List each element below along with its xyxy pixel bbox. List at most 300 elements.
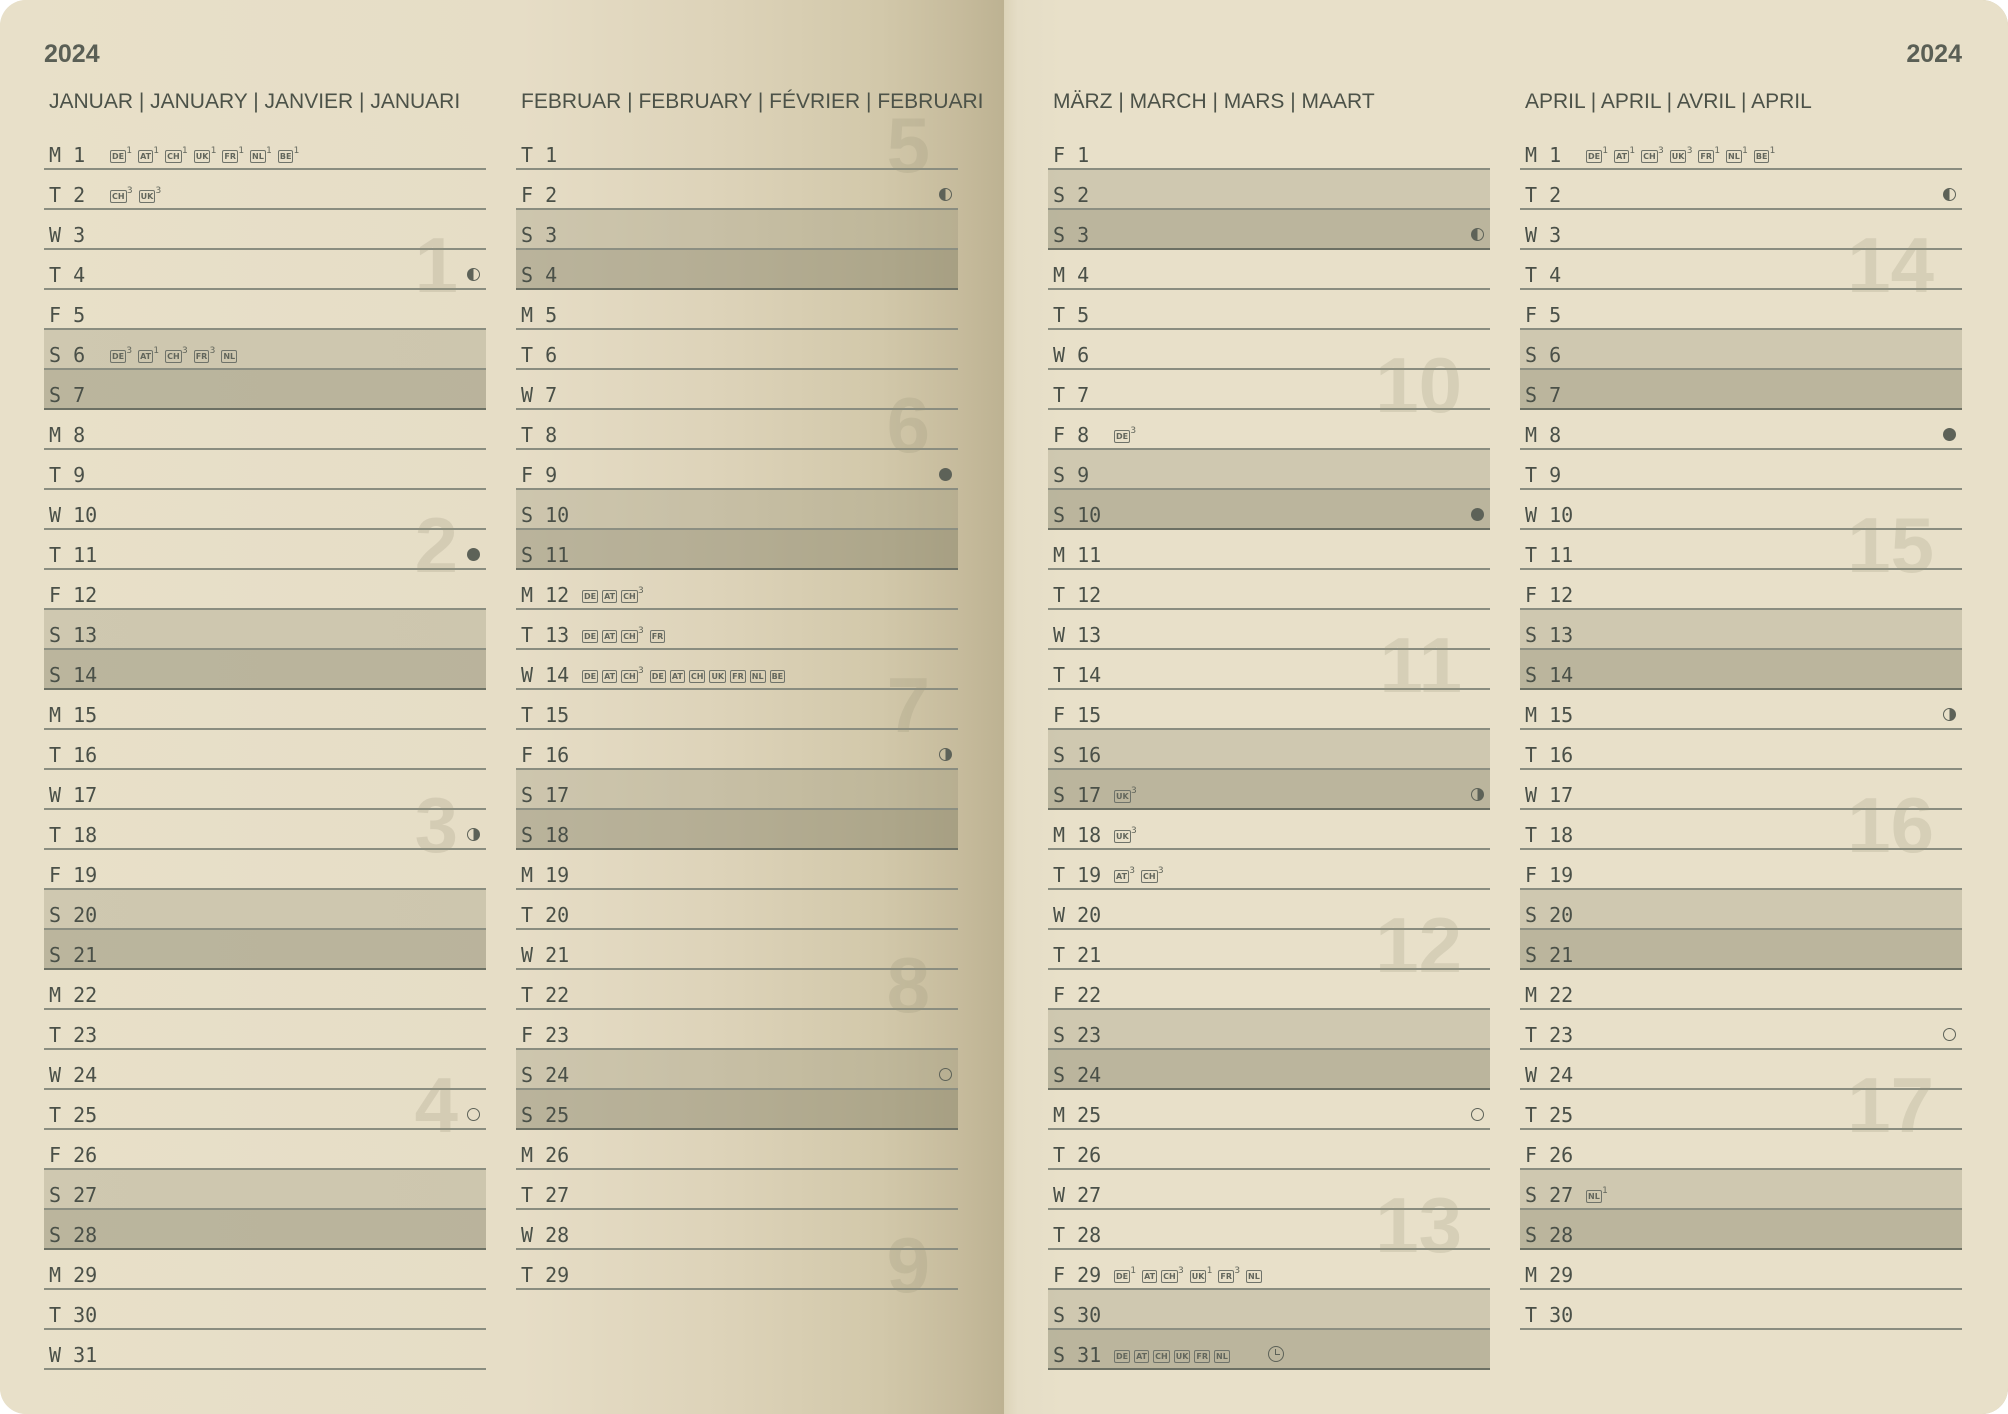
country-code: NL bbox=[1588, 1192, 1600, 1201]
country-code: FR bbox=[651, 632, 664, 641]
first-quarter-moon-icon bbox=[467, 828, 480, 841]
country-code: NL bbox=[1216, 1352, 1228, 1361]
day-label: S 3 bbox=[521, 223, 558, 247]
month-title: MÄRZ | MARCH | MARS | MAART bbox=[1053, 90, 1375, 113]
day-label: T 16 bbox=[1525, 743, 1574, 767]
last-quarter-moon-icon bbox=[1471, 228, 1484, 241]
day-row[interactable] bbox=[1048, 490, 1490, 530]
holiday-note-number: 1 bbox=[126, 146, 133, 156]
day-label: T 18 bbox=[1525, 823, 1574, 847]
day-row[interactable] bbox=[516, 450, 958, 490]
day-label: S 17 bbox=[521, 783, 570, 807]
country-code: CH bbox=[167, 352, 180, 361]
day-label: S 4 bbox=[521, 263, 558, 287]
holiday-note-number: 3 bbox=[1657, 146, 1664, 156]
country-code: UK bbox=[1175, 1352, 1189, 1361]
day-row[interactable] bbox=[1520, 170, 1962, 210]
week-number: 1 bbox=[414, 221, 458, 309]
day-row[interactable] bbox=[516, 570, 958, 610]
week-number: 2 bbox=[414, 501, 458, 589]
country-badge-ch bbox=[165, 146, 188, 163]
country-badge-nl bbox=[221, 350, 237, 363]
country-code: DE bbox=[651, 672, 664, 681]
holiday-note-number: 1 bbox=[153, 346, 160, 356]
day-row[interactable] bbox=[516, 1130, 958, 1170]
country-code: DE bbox=[112, 352, 125, 361]
day-label: T 20 bbox=[521, 903, 570, 927]
holiday-note-number: 3 bbox=[637, 666, 644, 676]
day-label: W 27 bbox=[1053, 1183, 1102, 1207]
day-row[interactable] bbox=[44, 1010, 486, 1050]
full-moon-icon bbox=[1943, 1028, 1956, 1041]
day-row[interactable] bbox=[1048, 530, 1490, 570]
week-number: 6 bbox=[886, 381, 930, 469]
day-row[interactable] bbox=[1048, 1090, 1490, 1130]
week-number: 5 bbox=[886, 101, 930, 189]
country-code: CH bbox=[623, 632, 636, 641]
holiday-note-number: 1 bbox=[238, 146, 245, 156]
day-row[interactable] bbox=[1520, 130, 1962, 170]
day-row[interactable] bbox=[1520, 730, 1962, 770]
day-row[interactable] bbox=[1520, 930, 1962, 970]
month-title: JANUAR | JANUARY | JANVIER | JANUARI bbox=[49, 90, 461, 113]
day-label: M 5 bbox=[521, 303, 558, 327]
day-label: F 8 bbox=[1053, 423, 1090, 447]
day-label: S 31 bbox=[1053, 1343, 1102, 1367]
day-row[interactable] bbox=[44, 650, 486, 690]
day-row[interactable] bbox=[44, 930, 486, 970]
day-label: T 30 bbox=[1525, 1303, 1574, 1327]
day-label: M 29 bbox=[1525, 1263, 1574, 1287]
day-label: T 11 bbox=[49, 543, 98, 567]
country-code: NL bbox=[1248, 1272, 1260, 1281]
day-label: S 27 bbox=[49, 1183, 98, 1207]
day-label: T 8 bbox=[521, 423, 558, 447]
day-label: W 14 bbox=[521, 663, 570, 687]
holiday-note-number: 1 bbox=[1714, 146, 1721, 156]
week-number: 10 bbox=[1375, 341, 1462, 429]
last-quarter-moon-icon bbox=[1943, 188, 1956, 201]
country-code: CH bbox=[690, 672, 704, 681]
day-row[interactable] bbox=[44, 410, 486, 450]
day-label: S 11 bbox=[521, 543, 570, 567]
day-label: S 27 bbox=[1525, 1183, 1574, 1207]
day-label: F 26 bbox=[1525, 1143, 1574, 1167]
day-row[interactable] bbox=[516, 1090, 958, 1130]
country-badge-at bbox=[1134, 1350, 1149, 1363]
holiday-note-number: 3 bbox=[1686, 146, 1693, 156]
day-row[interactable] bbox=[516, 1050, 958, 1090]
holiday-badges bbox=[582, 666, 785, 683]
day-row[interactable] bbox=[1520, 450, 1962, 490]
day-row[interactable] bbox=[1048, 690, 1490, 730]
day-row[interactable] bbox=[1520, 330, 1962, 370]
day-label: M 19 bbox=[521, 863, 570, 887]
day-label: M 26 bbox=[521, 1143, 570, 1167]
day-row[interactable] bbox=[1048, 810, 1490, 850]
day-label: W 3 bbox=[49, 223, 86, 247]
day-row[interactable] bbox=[1048, 850, 1490, 890]
country-code: DE bbox=[584, 592, 597, 601]
day-row[interactable] bbox=[1048, 130, 1490, 170]
day-label: F 16 bbox=[521, 743, 570, 767]
holiday-note-number: 1 bbox=[1629, 146, 1636, 156]
day-list bbox=[516, 101, 958, 1309]
day-label: W 17 bbox=[49, 783, 98, 807]
country-code: AT bbox=[1116, 872, 1128, 881]
day-row[interactable] bbox=[44, 730, 486, 770]
country-badge-de bbox=[650, 670, 666, 683]
month-title: FEBRUAR | FEBRUARY | FÉVRIER | FEBRUARI bbox=[521, 90, 984, 113]
day-label: S 24 bbox=[1053, 1063, 1102, 1087]
day-row[interactable] bbox=[516, 490, 958, 530]
day-row[interactable] bbox=[1048, 290, 1490, 330]
day-label: T 6 bbox=[521, 343, 558, 367]
day-label: M 11 bbox=[1053, 543, 1102, 567]
day-label: T 1 bbox=[521, 143, 558, 167]
day-label: S 7 bbox=[1525, 383, 1562, 407]
day-row[interactable] bbox=[1048, 1050, 1490, 1090]
day-label: S 9 bbox=[1053, 463, 1090, 487]
day-row[interactable] bbox=[1048, 1130, 1490, 1170]
day-label: F 9 bbox=[521, 463, 558, 487]
day-row[interactable] bbox=[1048, 1290, 1490, 1330]
country-badge-de bbox=[582, 670, 598, 683]
country-badge-ch bbox=[1161, 1266, 1184, 1283]
day-row[interactable] bbox=[1520, 690, 1962, 730]
day-row[interactable] bbox=[516, 250, 958, 290]
day-row[interactable] bbox=[44, 970, 486, 1010]
day-row[interactable] bbox=[44, 610, 486, 650]
full-moon-icon bbox=[939, 1068, 952, 1081]
day-label: S 28 bbox=[49, 1223, 98, 1247]
day-label: T 19 bbox=[1053, 863, 1102, 887]
first-quarter-moon-icon bbox=[1943, 708, 1956, 721]
day-label: W 28 bbox=[521, 1223, 570, 1247]
holiday-note-number: 1 bbox=[181, 146, 188, 156]
day-row[interactable] bbox=[44, 290, 486, 330]
country-badge-ch bbox=[1641, 146, 1664, 163]
week-number: 7 bbox=[886, 661, 930, 749]
holiday-note-number: 3 bbox=[1129, 866, 1136, 876]
day-row[interactable] bbox=[44, 1130, 486, 1170]
country-code: NL bbox=[1728, 152, 1740, 161]
month-january bbox=[44, 74, 486, 1370]
holiday-note-number: 1 bbox=[1742, 146, 1748, 156]
country-code: FR bbox=[1196, 1352, 1209, 1361]
day-row[interactable] bbox=[516, 101, 958, 189]
country-badge-fr bbox=[1218, 1266, 1241, 1283]
day-row[interactable] bbox=[1520, 650, 1962, 690]
holiday-note-number: 1 bbox=[1769, 146, 1776, 156]
day-label: T 4 bbox=[1525, 263, 1562, 287]
day-label: S 17 bbox=[1053, 783, 1102, 807]
holiday-badges bbox=[1586, 146, 1777, 163]
day-label: W 24 bbox=[1525, 1063, 1574, 1087]
week-number: 16 bbox=[1847, 781, 1934, 869]
day-row[interactable] bbox=[1048, 1250, 1490, 1290]
day-row[interactable] bbox=[516, 850, 958, 890]
country-code: DE bbox=[584, 632, 597, 641]
day-label: W 20 bbox=[1053, 903, 1102, 927]
day-label: T 12 bbox=[1053, 583, 1102, 607]
country-code: UK bbox=[1116, 832, 1129, 841]
day-row[interactable] bbox=[1048, 570, 1490, 610]
day-label: S 16 bbox=[1053, 743, 1102, 767]
country-badge-at bbox=[138, 146, 160, 163]
day-label: S 14 bbox=[49, 663, 98, 687]
country-badge-uk bbox=[709, 670, 726, 683]
country-badge-fr bbox=[222, 146, 245, 163]
day-row[interactable] bbox=[44, 130, 486, 170]
country-badge-de bbox=[1114, 1266, 1137, 1283]
new-moon-icon bbox=[1943, 428, 1956, 441]
day-label: M 1 bbox=[49, 143, 86, 167]
holiday-note-number: 1 bbox=[210, 146, 217, 156]
day-label: S 13 bbox=[1525, 623, 1574, 647]
day-row[interactable] bbox=[1520, 1010, 1962, 1050]
day-row[interactable] bbox=[44, 330, 486, 370]
holiday-note-number: 3 bbox=[181, 346, 188, 356]
day-row[interactable] bbox=[1048, 1330, 1490, 1370]
holiday-badges bbox=[110, 346, 237, 363]
day-row[interactable] bbox=[44, 170, 486, 210]
holiday-note-number: 3 bbox=[637, 586, 644, 596]
country-badge-nl bbox=[1246, 1270, 1262, 1283]
day-label: S 3 bbox=[1053, 223, 1090, 247]
holiday-badges bbox=[1114, 1266, 1262, 1283]
country-badge-at bbox=[1142, 1270, 1157, 1283]
country-code: BE bbox=[1755, 152, 1768, 161]
country-badge-fr bbox=[1194, 1350, 1210, 1363]
holiday-note-number: 1 bbox=[153, 146, 160, 156]
country-code: CH bbox=[167, 152, 180, 161]
day-label: F 12 bbox=[49, 583, 98, 607]
holiday-note-number: 3 bbox=[155, 186, 162, 196]
day-label: T 27 bbox=[521, 1183, 570, 1207]
week-number: 9 bbox=[886, 1221, 930, 1309]
day-row[interactable] bbox=[44, 1210, 486, 1250]
day-label: T 25 bbox=[1525, 1103, 1574, 1127]
day-label: S 18 bbox=[521, 823, 570, 847]
holiday-badges bbox=[582, 586, 646, 603]
country-code: NL bbox=[751, 672, 764, 681]
day-label: M 29 bbox=[49, 1263, 98, 1287]
day-row[interactable] bbox=[516, 1170, 958, 1210]
day-label: T 21 bbox=[1053, 943, 1102, 967]
country-badge-nl bbox=[1726, 146, 1748, 163]
day-row[interactable] bbox=[516, 330, 958, 370]
day-label: S 21 bbox=[1525, 943, 1574, 967]
day-row[interactable] bbox=[44, 370, 486, 410]
holiday-note-number: 1 bbox=[1602, 146, 1609, 156]
day-row[interactable] bbox=[516, 170, 958, 210]
day-label: T 23 bbox=[1525, 1023, 1574, 1047]
day-label: M 8 bbox=[1525, 423, 1562, 447]
day-label: T 18 bbox=[49, 823, 98, 847]
day-row[interactable] bbox=[1048, 450, 1490, 490]
day-row[interactable] bbox=[1520, 1250, 1962, 1290]
holiday-badges bbox=[110, 146, 301, 163]
holiday-note-number: 3 bbox=[1130, 826, 1137, 836]
country-code: UK bbox=[1116, 792, 1129, 801]
day-row[interactable] bbox=[44, 1170, 486, 1210]
day-label: M 15 bbox=[1525, 703, 1574, 727]
day-label: T 29 bbox=[521, 1263, 570, 1287]
country-code: CH bbox=[1163, 1272, 1176, 1281]
country-code: CH bbox=[1143, 872, 1156, 881]
country-badge-uk bbox=[1114, 826, 1137, 843]
day-row[interactable] bbox=[44, 850, 486, 890]
holiday-badges bbox=[1114, 426, 1138, 443]
day-row[interactable] bbox=[516, 730, 958, 770]
day-row[interactable] bbox=[516, 890, 958, 930]
new-moon-icon bbox=[467, 548, 480, 561]
country-badge-be bbox=[1754, 146, 1776, 163]
holiday-badges bbox=[1114, 826, 1139, 843]
day-row[interactable] bbox=[1048, 170, 1490, 210]
day-row[interactable] bbox=[1048, 210, 1490, 250]
country-code: DE bbox=[1116, 1352, 1129, 1361]
month-march bbox=[1048, 74, 1490, 1370]
day-row[interactable] bbox=[1048, 1010, 1490, 1050]
holiday-note-number: 1 bbox=[1130, 1266, 1137, 1276]
day-label: S 25 bbox=[521, 1103, 570, 1127]
day-row[interactable] bbox=[1520, 410, 1962, 450]
day-row[interactable] bbox=[1520, 890, 1962, 930]
day-row[interactable] bbox=[44, 1330, 486, 1370]
day-label: M 8 bbox=[49, 423, 86, 447]
day-row[interactable] bbox=[516, 610, 958, 650]
day-row[interactable] bbox=[1520, 610, 1962, 650]
country-badge-at bbox=[602, 630, 617, 643]
week-number: 4 bbox=[414, 1061, 458, 1149]
day-label: S 24 bbox=[521, 1063, 570, 1087]
day-label: T 13 bbox=[521, 623, 570, 647]
country-badge-uk bbox=[194, 146, 217, 163]
clock-icon bbox=[1268, 1346, 1284, 1362]
day-row[interactable] bbox=[1520, 570, 1962, 610]
month-february bbox=[516, 74, 984, 1309]
day-row[interactable] bbox=[1048, 410, 1490, 450]
holiday-badges bbox=[1586, 1186, 1610, 1203]
day-label: T 9 bbox=[1525, 463, 1562, 487]
day-row[interactable] bbox=[516, 290, 958, 330]
country-code: UK bbox=[195, 152, 209, 161]
country-code: AT bbox=[604, 632, 616, 641]
day-label: F 5 bbox=[1525, 303, 1562, 327]
day-row[interactable] bbox=[44, 890, 486, 930]
day-row[interactable] bbox=[516, 810, 958, 850]
day-row[interactable] bbox=[44, 1250, 486, 1290]
day-row[interactable] bbox=[44, 1290, 486, 1330]
country-badge-ch bbox=[1141, 866, 1164, 883]
holiday-note-number: 3 bbox=[1177, 1266, 1184, 1276]
week-number: 14 bbox=[1847, 221, 1934, 309]
day-row[interactable] bbox=[1520, 1170, 1962, 1210]
country-code: FR bbox=[1700, 152, 1713, 161]
day-label: M 25 bbox=[1053, 1103, 1102, 1127]
country-badge-uk bbox=[1174, 1350, 1191, 1363]
day-label: T 2 bbox=[49, 183, 86, 207]
day-row[interactable] bbox=[44, 690, 486, 730]
day-label: W 3 bbox=[1525, 223, 1562, 247]
day-label: T 14 bbox=[1053, 663, 1102, 687]
day-row[interactable] bbox=[1048, 730, 1490, 770]
day-label: S 10 bbox=[521, 503, 570, 527]
day-label: T 23 bbox=[49, 1023, 98, 1047]
country-code: CH bbox=[623, 592, 636, 601]
holiday-badges bbox=[1114, 786, 1139, 803]
holiday-note-number: 3 bbox=[209, 346, 216, 356]
day-row[interactable] bbox=[1048, 250, 1490, 290]
country-badge-ch bbox=[621, 666, 644, 683]
country-badge-at bbox=[138, 346, 160, 363]
day-row[interactable] bbox=[516, 210, 958, 250]
day-label: T 28 bbox=[1053, 1223, 1102, 1247]
day-list bbox=[1520, 130, 1962, 1330]
country-badge-de bbox=[1114, 426, 1137, 443]
holiday-note-number: 3 bbox=[637, 626, 644, 636]
day-row[interactable] bbox=[44, 450, 486, 490]
day-row[interactable] bbox=[1520, 1290, 1962, 1330]
country-badge-uk bbox=[1670, 146, 1693, 163]
country-code: UK bbox=[711, 672, 725, 681]
country-code: CH bbox=[1155, 1352, 1168, 1361]
day-label: W 7 bbox=[521, 383, 558, 407]
holiday-badges bbox=[582, 626, 665, 643]
country-code: AT bbox=[140, 352, 152, 361]
country-code: BE bbox=[771, 672, 784, 681]
country-code: AT bbox=[140, 152, 152, 161]
day-row[interactable] bbox=[1048, 970, 1490, 1010]
day-row[interactable] bbox=[1520, 1130, 1962, 1170]
first-quarter-moon-icon bbox=[1471, 788, 1484, 801]
day-row[interactable] bbox=[1048, 770, 1490, 810]
day-row[interactable] bbox=[1520, 370, 1962, 410]
day-label: S 30 bbox=[1053, 1303, 1102, 1327]
country-code: FR bbox=[1220, 1272, 1233, 1281]
day-row[interactable] bbox=[1520, 1210, 1962, 1250]
country-badge-at bbox=[1614, 146, 1636, 163]
week-number: 11 bbox=[1379, 621, 1462, 709]
day-label: T 30 bbox=[49, 1303, 98, 1327]
country-badge-ch bbox=[165, 346, 188, 363]
holiday-note-number: 1 bbox=[266, 146, 272, 156]
day-row[interactable] bbox=[44, 570, 486, 610]
day-label: F 19 bbox=[1525, 863, 1574, 887]
week-number: 3 bbox=[414, 781, 458, 869]
day-row[interactable] bbox=[1520, 290, 1962, 330]
day-label: F 26 bbox=[49, 1143, 98, 1167]
day-label: W 17 bbox=[1525, 783, 1574, 807]
day-row[interactable] bbox=[1520, 970, 1962, 1010]
day-row[interactable] bbox=[1520, 850, 1962, 890]
country-code: DE bbox=[1116, 432, 1129, 441]
day-row[interactable] bbox=[516, 530, 958, 570]
last-quarter-moon-icon bbox=[467, 268, 480, 281]
country-badge-de bbox=[1114, 1350, 1130, 1363]
country-badge-at bbox=[1114, 866, 1136, 883]
country-code: DE bbox=[1588, 152, 1601, 161]
day-label: F 5 bbox=[49, 303, 86, 327]
day-row[interactable] bbox=[516, 770, 958, 810]
country-badge-at bbox=[602, 670, 617, 683]
country-badge-fr bbox=[1698, 146, 1721, 163]
country-code: AT bbox=[1136, 1352, 1148, 1361]
day-row[interactable] bbox=[516, 1010, 958, 1050]
holiday-note-number: 3 bbox=[1157, 866, 1164, 876]
